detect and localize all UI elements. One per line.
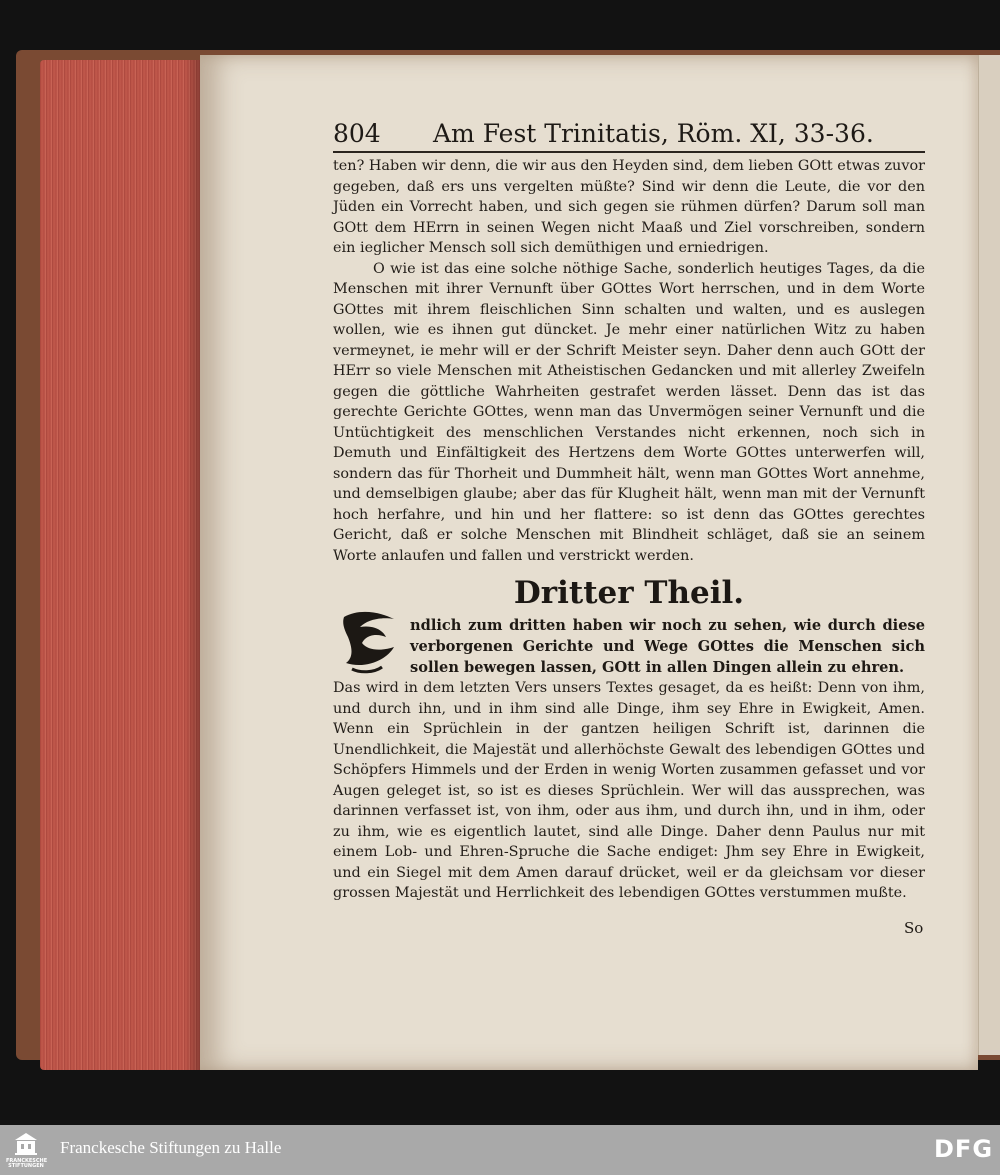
catchword: So <box>904 919 924 937</box>
drop-cap-letter <box>338 607 339 608</box>
page-header <box>333 119 933 151</box>
paragraph-1: ten? Haben wir denn, die wir aus den Heyden sind, dem lieben GOtt etwas zuvor gegeben, daß ers uns vergelten müßte? Sind wir denn die Leute, die vor den Jüden ein Vorrecht haben, und sich gegen sie rühmen dürfen? Darum soll man GOtt dem HErrn in seinen Wegen nicht Maaß und Ziel vorschreiben, sondern ein ieglicher Mensch soll sich demüthigen und erniedrigen. <box>333 158 925 256</box>
institution-name[interactable]: Franckesche Stiftungen zu Halle <box>60 1138 282 1157</box>
running-title: Am Fest Trinitatis, Röm. XI, 33-36. <box>433 119 874 148</box>
institution-logo[interactable] <box>6 1130 46 1170</box>
ornament-flourish-icon <box>338 607 400 675</box>
logo-text: FRANCKESCHE STIFTUNGEN <box>6 1158 48 1169</box>
page-edges <box>40 60 200 1070</box>
part-three-lead: ndlich zum dritten haben wir noch zu sehen, wie durch diese verborgenen Gerichte und Wege GOttes die Menschen sich sollen bewegen lassen, GOtt in allen Dingen allein zu ehren. <box>410 617 925 676</box>
part-three-body: Das wird in dem letzten Vers unsers Textes gesaget, da es heißt: Denn von ihm, und durch ihn, und in ihm sind alle Dinge, ihm sey Ehre in Ewigkeit, Amen. Wenn ein Sprüchlein in der gantzen heiligen Schrift ist, darinnen die Unendlichkeit, die Majestät und allerhöchste Gewalt des lebendigen GOttes und Schöpfers Himmels und der Erden in wenig Worten zusammen gefasset und vor Augen geleget ist, so ist es dieses Sprüchlein. Wer will das aussprechen, was darinnen verfasset ist, von ihm, oder aus ihm, und durch ihn, und in ihm, oder zu ihm, wie es eigentlich lautet, sind alle Dinge. Daher denn Paulus nur mit einem Lob- und Ehren-Spruche die Sache endiget: Jhm sey Ehre in Ewigkeit, und ein Siegel mit dem Amen darauf drücket, weil er da gleichsam vor dieser grossen Majestät und Herrlichkeit des lebendigen GOttes verstummen mußte. <box>333 680 925 901</box>
header-rule <box>333 151 925 153</box>
paragraph-2: O wie ist das eine solche nöthige Sache, sonderlich heutiges Tages, da die Menschen mit ihrer Vernunft über GOttes Wort herrschen, und in dem Worte GOttes mit ihrem fleischlichen Sinn schalten und walten, und es auslegen wollen, wie es ihnen gut düncket. Je mehr einer natürlichen Witz zu haben vermeynet, ie mehr will er der Schrift Meister seyn. Daher denn auch GOtt der HErr so viele Menschen mit Atheistischen Gedancken und mit allerley Zweifeln gegen die göttliche Wahrheiten gestrafet werden lässet. Denn das ist das gerechte Gerichte GOttes, wenn man das Unvermögen seiner Vernunft und die Untüchtigkeit des menschlichen Verstandes nicht erkennen, noch sich in Demuth und Einfältigkeit des Hertzens dem Worte GOttes unterwerfen will, sondern das für Thorheit und Dummheit hält, wenn man GOttes Wort annehme, und demselbigen glaube; aber das für Klugheit hält, wenn man mit der Vernunft hoch herfahre, und hin und her flattere: so ist denn das GOttes gerechtes Gericht, daß er solche Menschen mit Blindheit schläget, daß sie an seinem Worte anlaufen und fallen und verstrickt werden. <box>333 260 925 564</box>
book-page <box>200 55 978 1070</box>
ornamental-initial <box>338 607 400 675</box>
facing-page-edge <box>978 55 1000 1055</box>
body-text-part-two <box>333 156 925 566</box>
section-heading: Dritter Theil. <box>513 575 745 611</box>
viewer-footer <box>0 1125 1000 1175</box>
page-number: 804 <box>333 119 381 148</box>
building-icon <box>6 1130 46 1158</box>
dfg-logo[interactable]: DFG <box>934 1135 994 1163</box>
